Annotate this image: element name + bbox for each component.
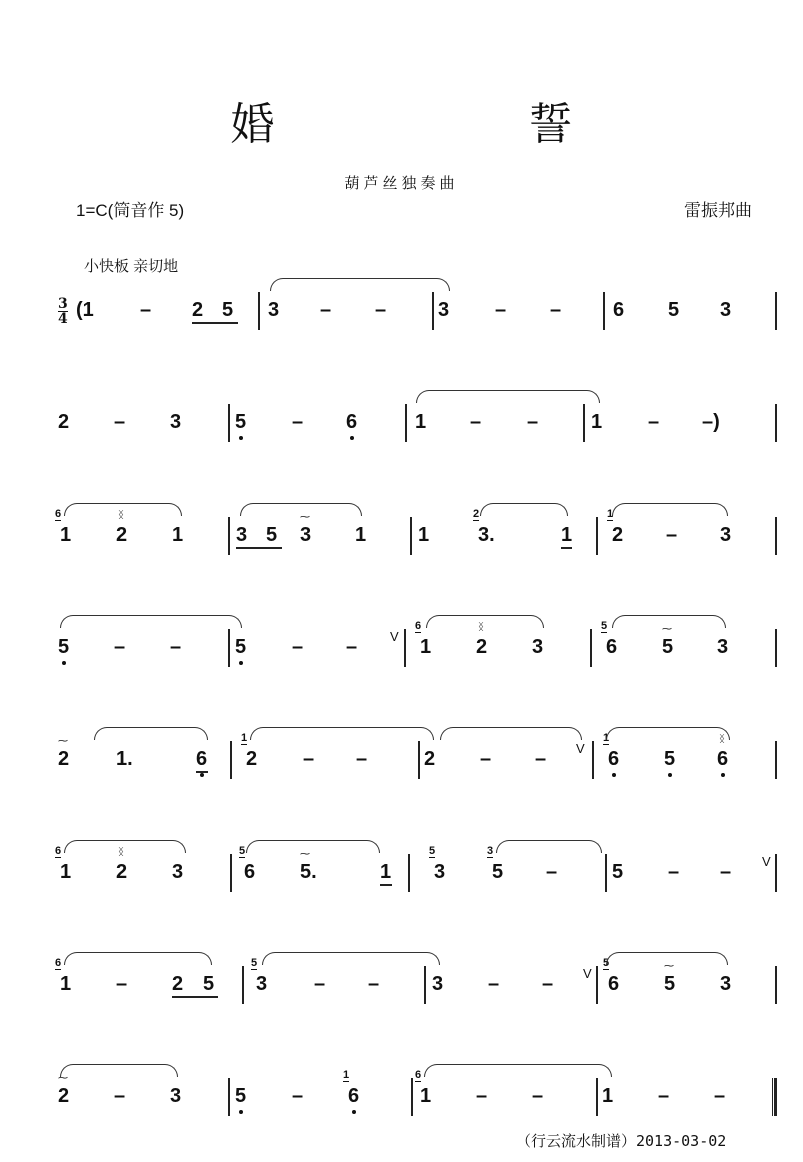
note: 2 [246,748,258,770]
trill-icon: ⁓ [300,849,310,860]
slur [606,727,730,740]
note: – [648,411,660,433]
grace-note: 1 [603,732,610,744]
note: – [292,1085,304,1107]
note: 5 [664,748,676,770]
mordent-icon: ᛝ [478,622,484,633]
note: 3 [434,861,446,883]
note: – [658,1085,670,1107]
low-octave-dot [239,661,243,665]
footer-credit: （行云流水制谱）2013-03-02 [516,1132,727,1150]
eighth-underline [236,547,282,549]
score-title: 婚 誓 [230,99,693,150]
bar-line [424,966,426,1004]
note: 3 [300,524,312,546]
trill-icon: ⁓ [58,736,68,747]
low-octave-dot [352,1110,356,1114]
mordent-icon: ᛝ [118,510,124,521]
grace-note: 5 [239,845,246,857]
note: – [114,636,126,658]
slur [612,615,726,628]
bar-line [228,404,230,442]
mordent-icon: ᛝ [719,734,725,745]
note: 2 [116,861,128,883]
note: 3 [432,973,444,995]
slur [426,615,544,628]
note: 6 [196,748,208,770]
note: 3 [172,861,184,883]
bar-line [228,517,230,555]
note: 2 [192,299,204,321]
slur [64,503,182,516]
note: – [292,636,304,658]
score-line [0,732,803,805]
note: 1 [591,411,603,433]
time-signature-bottom: 4 [58,311,68,327]
grace-note: 6 [55,845,62,857]
note: – [140,299,152,321]
trill-icon: ⁓ [664,961,674,972]
slur [606,952,728,965]
slur [60,1064,178,1077]
slur [64,952,212,965]
grace-note: 1 [607,508,614,520]
slur [60,615,242,628]
bar-line [258,292,260,330]
note: 1 [60,973,72,995]
note: 5 [235,636,247,658]
low-octave-dot [612,773,616,777]
bar-line [603,292,605,330]
note: 2 [424,748,436,770]
grace-note: 5 [601,620,608,632]
note: 6 [608,973,620,995]
eighth-underline [192,322,238,324]
note: 3 [170,411,182,433]
low-octave-dot [239,436,243,440]
note: 3 [717,636,729,658]
note: – [542,973,554,995]
slur [246,840,380,853]
note: – [666,524,678,546]
note: – [488,973,500,995]
bar-line [404,629,406,667]
note: – [356,748,368,770]
note: 1 [415,411,427,433]
eighth-underline [561,547,572,549]
low-octave-dot [239,1110,243,1114]
bar-line [596,966,598,1004]
note: 5 [222,299,234,321]
note: 3 [438,299,450,321]
note: 3 [720,973,732,995]
slur [262,952,440,965]
note: 5 [668,299,680,321]
score-line [0,296,803,356]
trill-icon: ⁓ [662,624,672,635]
note: 3. [478,524,495,546]
grace-note: 6 [55,957,62,969]
note: 5 [58,636,70,658]
tempo-marking: 小快板 亲切地 [84,258,179,275]
note: 6 [346,411,358,433]
grace-note: 5 [603,957,610,969]
grace-note: 5 [429,845,436,857]
bar-line [230,741,232,779]
note: 6 [613,299,625,321]
breath-mark: V [583,966,592,981]
bar-line [775,629,777,667]
low-octave-dot [721,773,725,777]
breath-mark: V [390,629,399,644]
bar-line [242,966,244,1004]
note: – [714,1085,726,1107]
eighth-underline [196,771,208,773]
grace-note: 6 [415,1069,422,1081]
note: 1 [172,524,184,546]
low-octave-dot [350,436,354,440]
bar-line [775,966,777,1004]
bar-line [408,854,410,892]
note: 5 [235,411,247,433]
note: 3 [236,524,248,546]
bar-line [775,854,777,892]
note: 1 [355,524,367,546]
bar-line [230,854,232,892]
bar-line [775,741,777,779]
note: – [546,861,558,883]
note: 3 [720,299,732,321]
key-signature: 1=C(筒音作 5) [76,201,185,220]
score-line [0,408,803,468]
slur [240,503,362,516]
eighth-underline [172,996,218,998]
score-line [0,957,803,1030]
bar-line [411,1078,413,1116]
bar-line [418,741,420,779]
bar-line [775,517,777,555]
note: 3 [256,973,268,995]
note: 5 [492,861,504,883]
score-line [0,508,803,581]
grace-note: 6 [415,620,422,632]
trill-icon: ⁓ [300,512,310,523]
eighth-underline [380,884,392,886]
low-octave-dot [200,773,204,777]
bar-line [583,404,585,442]
note: 1 [561,524,573,546]
bar-line [775,292,777,330]
note: – [532,1085,544,1107]
slur [270,278,450,291]
note: 2 [116,524,128,546]
note: – [470,411,482,433]
note: – [495,299,507,321]
grace-note: 6 [55,508,62,520]
note: 6 [606,636,618,658]
grace-note: 3 [487,845,494,857]
note: 2 [476,636,488,658]
note: 3 [532,636,544,658]
breath-mark: V [576,741,585,756]
note: – [550,299,562,321]
low-octave-dot [668,773,672,777]
note: 5 [266,524,278,546]
slur [440,727,582,740]
note: 5 [664,973,676,995]
note: 6 [608,748,620,770]
note: 5 [203,973,215,995]
note: 5. [300,861,317,883]
note: – [314,973,326,995]
note: 2 [612,524,624,546]
bar-line [228,629,230,667]
note: 1 [60,861,72,883]
note: 5 [662,636,674,658]
note: – [292,411,304,433]
note: 6 [244,861,256,883]
note: 1 [418,524,430,546]
slur [416,390,600,403]
note: 1 [602,1085,614,1107]
bar-line [596,1078,598,1116]
note: 2 [58,1085,70,1107]
mordent-icon: ᛝ [118,847,124,858]
grace-note: 1 [241,732,248,744]
slur [424,1064,612,1077]
trill-icon: ⁓ [58,1073,68,1084]
note: 3 [170,1085,182,1107]
note: – [114,1085,126,1107]
note: 1 [420,636,432,658]
note: – [720,861,732,883]
low-octave-dot [62,661,66,665]
grace-note: 5 [251,957,258,969]
bar-line [605,854,607,892]
score-line [0,845,803,918]
note: 1 [420,1085,432,1107]
score-line [0,620,803,693]
bar-line [592,741,594,779]
bar-line [432,292,434,330]
note: – [668,861,680,883]
bar-line [775,404,777,442]
note: – [368,973,380,995]
note: 2 [172,973,184,995]
note: – [346,636,358,658]
note: – [480,748,492,770]
note: (1 [76,299,94,321]
slur [250,727,434,740]
note: 2 [58,748,70,770]
slur [612,503,728,516]
note: – [527,411,539,433]
note: – [320,299,332,321]
slur [64,840,186,853]
note: –) [702,411,720,433]
note: – [303,748,315,770]
note: 3 [720,524,732,546]
note: – [170,636,182,658]
bar-line [405,404,407,442]
note: 1 [60,524,72,546]
note: 6 [717,748,729,770]
slur [94,727,208,740]
note: 5 [612,861,624,883]
score-subtitle: 葫芦丝独奏曲 [344,175,459,192]
final-bar-line [772,1078,777,1116]
note: 3 [268,299,280,321]
bar-line [590,629,592,667]
note: 1. [116,748,133,770]
note: – [116,973,128,995]
bar-line [410,517,412,555]
breath-mark: V [762,854,771,869]
note: 1 [380,861,392,883]
note: – [535,748,547,770]
slur [496,840,602,853]
slur [480,503,568,516]
grace-note: 2 [473,508,480,520]
grace-note: 1 [343,1069,350,1081]
note: – [476,1085,488,1107]
time-signature-top: 3 [58,296,68,312]
note: 6 [348,1085,360,1107]
note: 2 [58,411,70,433]
bar-line [228,1078,230,1116]
note: – [375,299,387,321]
note: 5 [235,1085,247,1107]
bar-line [596,517,598,555]
composer: 雷振邦曲 [684,201,752,220]
note: – [114,411,126,433]
